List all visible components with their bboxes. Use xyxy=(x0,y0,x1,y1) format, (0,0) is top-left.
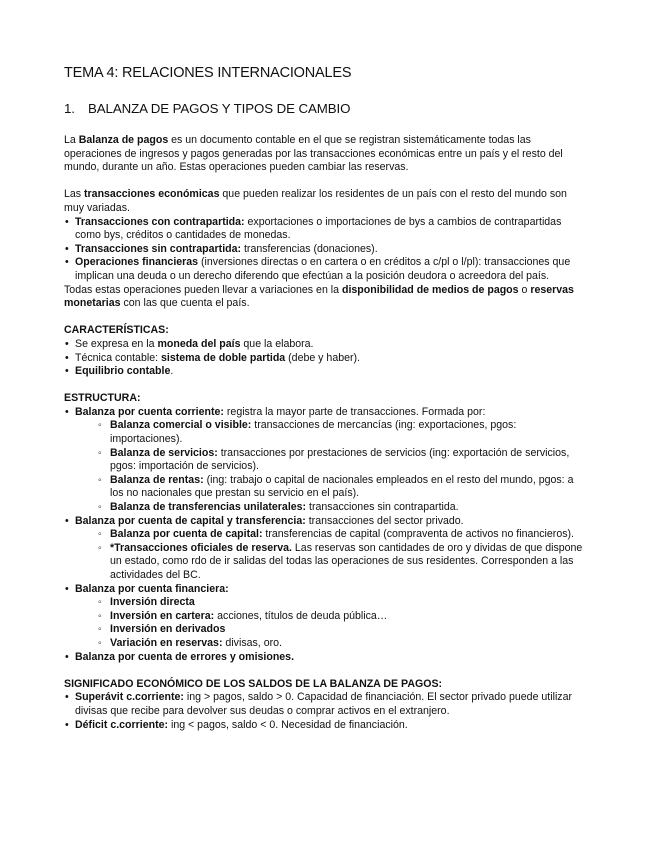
caracteristicas-heading: CARACTERÍSTICAS: xyxy=(64,324,169,337)
document-title: TEMA 4: RELACIONES INTERNACIONALES xyxy=(64,65,352,81)
term-transacciones-economicas: transacciones económicas xyxy=(84,188,220,201)
sublist-item: ◦ Inversión en cartera: acciones, títulos de deuda pública… xyxy=(75,610,588,624)
section-title: BALANZA DE PAGOS Y TIPOS DE CAMBIO xyxy=(88,101,351,116)
significado-heading: SIGNIFICADO ECONÓMICO DE LOS SALDOS DE LA BALANZA DE PAGOS: xyxy=(64,677,443,690)
term-balanza-de-pagos: Balanza de pagos xyxy=(78,134,169,146)
sublist xyxy=(75,528,588,582)
list-item: • Balanza por cuenta de errores y omisiones. xyxy=(64,651,588,665)
sublist-item: ◦ *Transacciones oficiales de reserva. Las reservas son cantidades de oro y dividas de que dispone un estado, como rdo de ir salidas del todas las operaciones de sus residentes. Corresponden a las actividades del BC. xyxy=(75,542,588,583)
sublist xyxy=(75,596,588,650)
section-number: 1. xyxy=(64,101,75,116)
closing-paragraph: Todas estas operaciones pueden llevar a variaciones en la disponibilidad de medios de pagos o reservas monetarias con las que cuenta el país. xyxy=(64,283,574,310)
sublist-item: ◦ Balanza de rentas: (ing: trabajo o capital de nacionales empleados en el resto del mundo, pgos: a los no nacionales que prestan su servicio en el país). xyxy=(75,474,588,501)
section-heading xyxy=(64,100,588,117)
estructura-list xyxy=(64,406,588,664)
list-item: • Balanza por cuenta financiera: ◦ Inversión directa ◦ Inversión en cartera: acciones, títulos de deuda pública… ◦ Inversión en derivados ◦ Variación en reservas: divisas, oro. xyxy=(64,583,588,651)
transactions-paragraph: Las transacciones económicas que pueden realizar los residentes de un país con el resto del mundo son muy variadas. xyxy=(64,188,567,214)
sublist-item: ◦ Balanza comercial o visible: transacciones de mercancías (ing: exportaciones, pgos: importaciones). xyxy=(75,419,588,446)
sublist-item: ◦ Inversión en derivados xyxy=(75,623,588,637)
list-item: • Técnica contable: sistema de doble partida (debe y haber). xyxy=(64,352,588,366)
sublist-item: ◦ Balanza por cuenta de capital: transferencias de capital (compraventa de activos no financieros). xyxy=(75,528,588,542)
estructura-heading: ESTRUCTURA: xyxy=(64,392,141,405)
intro-paragraph: La Balanza de pagos es un documento contable en el que se registran sistemáticamente todas las operaciones de ingresos y pagos generadas por las transacciones económicas entre un país y el resto del mundo, durante un año. Estas operaciones pueden cambiar las reservas. xyxy=(64,134,563,174)
list-item: • Balanza por cuenta corriente: registra la mayor parte de transacciones. Formada por: ◦ Balanza comercial o visible: transacciones de mercancías (ing: exportaciones, pgos: importaciones). ◦ Balanza de servicios: transacciones por prestaciones de servicios (ing: exportación de servicios, pgos: importación de servicios). ◦ Balanza de rentas: (ing: trabajo o capital de nacionales empleados en el resto del mundo, pgos: a los no nacionales que prestan su servicio en el país). ◦ Balanza de transferencias unilaterales: transacciones sin contrapartida. xyxy=(64,406,588,515)
list-item: • Transacciones con contrapartida: exportaciones o importaciones de bys a cambios de contrapartidas como bys, créditos o cantidades de monedas. xyxy=(64,216,588,243)
list-item: • Se expresa en la moneda del país que la elabora. xyxy=(64,338,588,352)
list-item: • Déficit c.corriente: ing < pagos, saldo < 0. Necesidad de financiación. xyxy=(64,719,588,733)
list-item: • Superávit c.corriente: ing > pagos, saldo > 0. Capacidad de financiación. El sector privado puede utilizar divisas que recibe para devolver sus deudas o comprar activos en el extranjero. xyxy=(64,691,588,718)
sublist-item: ◦ Balanza de servicios: transacciones por prestaciones de servicios (ing: exportación de servicios, pgos: importación de servicios). xyxy=(75,447,588,474)
sublist xyxy=(75,419,588,514)
list-item: • Operaciones financieras (inversiones directas o en cartera o en créditos a c/pl o l/pl): transacciones que implican una deuda o un derecho diferendo que efectúan a la posición deudora o acreedora del país. xyxy=(64,256,588,283)
list-item: • Balanza por cuenta de capital y transferencia: transacciones del sector privado. ◦ Balanza por cuenta de capital: transferencias de capital (compraventa de activos no financieros). ◦ *Transacciones oficiales de reserva. Las reservas son cantidades de oro y dividas de que dispone un estado, como rdo de ir salidas del todas las operaciones de sus residentes. Corresponden a las actividades del BC. xyxy=(64,515,588,583)
sublist-item: ◦ Inversión directa xyxy=(75,596,588,610)
sublist-item: ◦ Variación en reservas: divisas, oro. xyxy=(75,637,588,651)
transactions-list xyxy=(64,216,588,284)
significado-list xyxy=(64,691,588,732)
sublist-item: ◦ Balanza de transferencias unilaterales: transacciones sin contrapartida. xyxy=(75,501,588,515)
caracteristicas-list xyxy=(64,338,588,379)
list-item: • Transacciones sin contrapartida: transferencias (donaciones). xyxy=(64,243,588,257)
list-item: • Equilibrio contable. xyxy=(64,365,588,379)
